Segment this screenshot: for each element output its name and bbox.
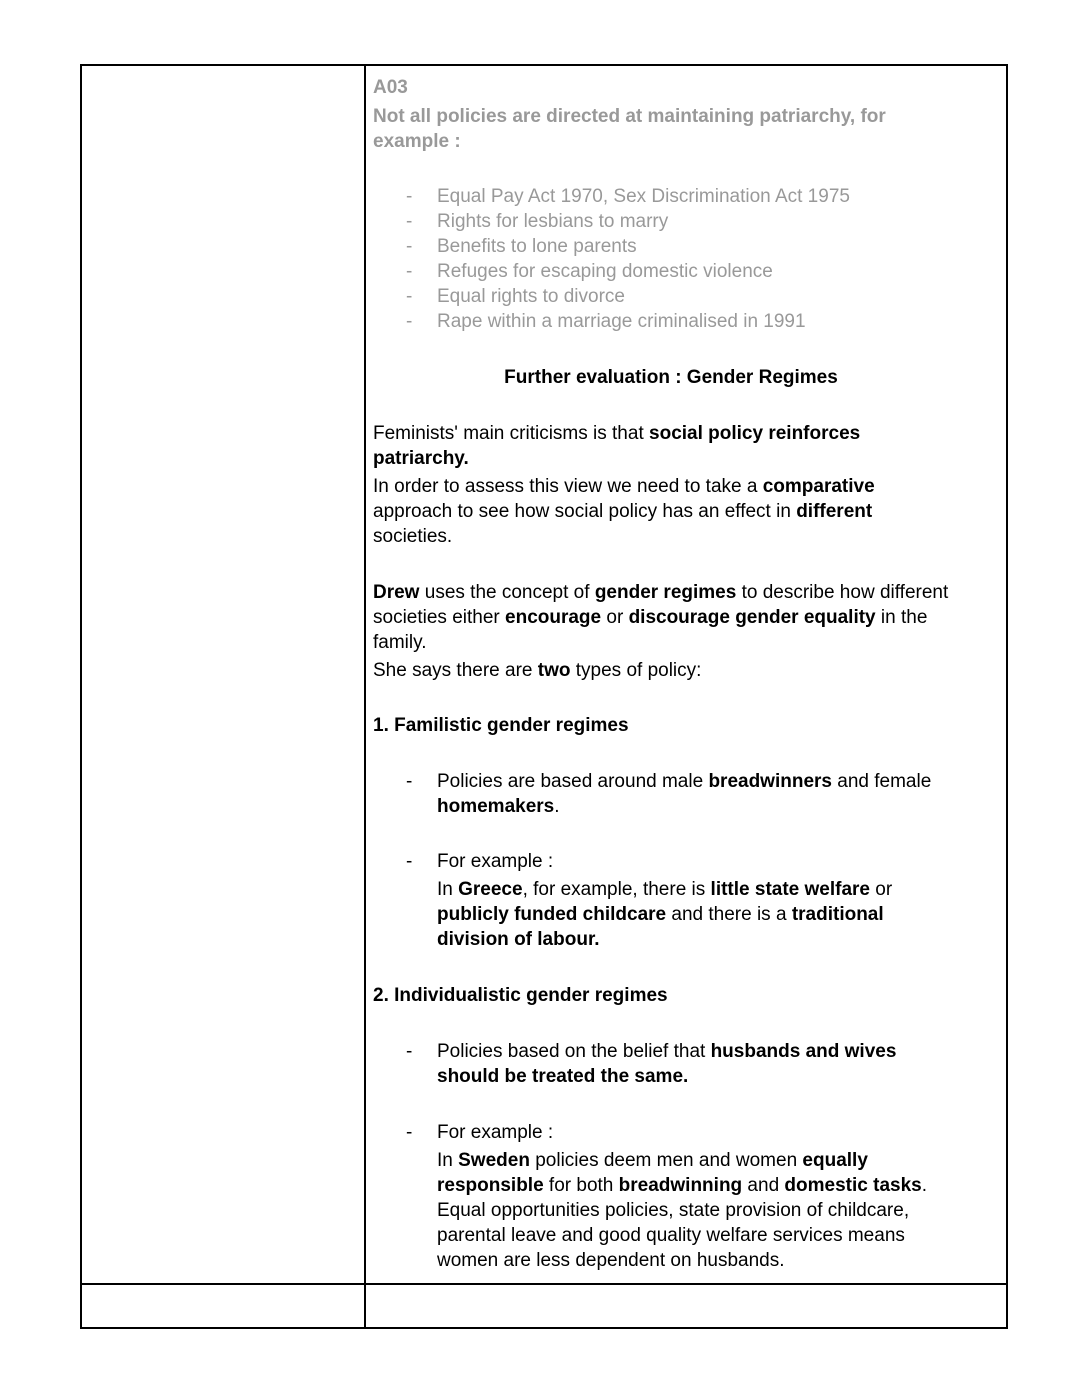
text: or [870, 879, 893, 900]
bullet-item [406, 769, 932, 794]
bullet-item [406, 259, 773, 284]
text: or [601, 607, 629, 628]
text-line [373, 75, 408, 100]
text-line [437, 902, 884, 927]
text-line [373, 605, 927, 630]
bold-text: Drew [373, 582, 420, 603]
text: approach to see how social policy has an effect in [373, 501, 797, 522]
text: Rights for lesbians to marry [437, 211, 669, 232]
text: . [554, 796, 560, 817]
bullet-dash: - [406, 851, 413, 872]
text: Equal opportunities policies, state provision of childcare, [437, 1200, 910, 1221]
section-heading [373, 365, 969, 390]
text: Equal Pay Act 1970, Sex Discrimination Act 1975 [437, 186, 850, 207]
text: For example : [437, 1122, 554, 1143]
bullet-item [406, 184, 850, 209]
text-line [373, 421, 860, 446]
text: uses the concept of [419, 582, 595, 603]
text-line [373, 713, 629, 738]
bold-text: little state welfare [710, 879, 870, 900]
text-line [373, 580, 948, 605]
bold-text: breadwinners [708, 771, 832, 792]
bold-text: encourage [505, 607, 602, 628]
bullet-dash: - [406, 311, 413, 332]
bullet-dash: - [406, 236, 413, 257]
bold-text: responsible [437, 1175, 544, 1196]
bullet-dash: - [406, 1122, 413, 1143]
bold-text: gender regimes [594, 582, 737, 603]
text: societies. [373, 526, 453, 547]
text-line [437, 1248, 785, 1273]
text-line [373, 446, 469, 471]
bold-text: two [537, 660, 571, 681]
text: and there is a [666, 904, 792, 925]
bold-text: publicly funded childcare [437, 904, 667, 925]
bullet-item [406, 849, 554, 874]
text-line [373, 983, 668, 1008]
text-line [437, 1173, 927, 1198]
text: , for example, there is [522, 879, 711, 900]
bold-text: 1. Familistic gender regimes [373, 715, 629, 736]
text-line [373, 658, 701, 683]
text-line [373, 474, 875, 499]
bold-text: Further evaluation : Gender Regimes [504, 367, 838, 388]
bold-text: Sweden [458, 1150, 530, 1171]
text: For example : [437, 851, 554, 872]
text: Feminists' main criticisms is that [373, 423, 650, 444]
text: Rape within a marriage criminalised in 1991 [437, 311, 806, 332]
text-line [437, 1064, 688, 1089]
text: women are less dependent on husbands. [437, 1250, 785, 1271]
bullet-dash: - [406, 211, 413, 232]
text: in the [875, 607, 928, 628]
text: parental leave and good quality welfare services means [437, 1225, 905, 1246]
text: She says there are [373, 660, 538, 681]
text: Refuges for escaping domestic violence [437, 261, 773, 282]
text-line [373, 630, 426, 655]
text: . [921, 1175, 927, 1196]
bold-text: Not all policies are directed at maintaining patriarchy, for [373, 106, 886, 127]
text: Policies are based around male [437, 771, 709, 792]
text-line [437, 1198, 909, 1223]
bold-text: division of labour. [437, 929, 600, 950]
bullet-item [406, 234, 637, 259]
bold-text: Greece [458, 879, 523, 900]
text: societies either [373, 607, 506, 628]
bold-text: traditional [791, 904, 884, 925]
text: and [742, 1175, 785, 1196]
bold-text: A03 [373, 77, 408, 98]
bold-text: 2. Individualistic gender regimes [373, 985, 668, 1006]
bold-text: homemakers [437, 796, 555, 817]
text-line [373, 499, 872, 524]
bold-text: domestic tasks [784, 1175, 922, 1196]
text-line [437, 1148, 868, 1173]
text-line [437, 1223, 905, 1248]
bold-text: should be treated the same. [437, 1066, 689, 1087]
bullet-item [406, 1039, 897, 1064]
row-divider [82, 1283, 1006, 1285]
text-line [437, 877, 892, 902]
text-line [373, 104, 886, 129]
bullet-dash: - [406, 286, 413, 307]
text-line [373, 524, 452, 549]
text: In order to assess this view we need to take a [373, 476, 763, 497]
text-line [437, 927, 600, 952]
bullet-item [406, 284, 625, 309]
text: and female [831, 771, 932, 792]
text: Policies based on the belief that [437, 1041, 711, 1062]
bullet-dash: - [406, 771, 413, 792]
bold-text: husbands and wives [710, 1041, 897, 1062]
bullet-dash: - [406, 186, 413, 207]
bold-text: different [796, 501, 873, 522]
bold-text: patriarchy. [373, 448, 469, 469]
bullet-item [406, 1120, 554, 1145]
bullet-dash: - [406, 1041, 413, 1062]
bold-text: breadwinning [618, 1175, 743, 1196]
bold-text: discourage gender equality [628, 607, 876, 628]
text: for both [543, 1175, 619, 1196]
text-line [437, 794, 560, 819]
text: Equal rights to divorce [437, 286, 625, 307]
column-divider [364, 66, 366, 1327]
text: In [437, 879, 459, 900]
bullet-dash: - [406, 261, 413, 282]
text: family. [373, 632, 427, 653]
bold-text: comparative [762, 476, 875, 497]
bullet-item [406, 309, 806, 334]
text: Benefits to lone parents [437, 236, 637, 257]
bold-text: equally [802, 1150, 868, 1171]
text: to describe how different [736, 582, 949, 603]
text: policies deem men and women [529, 1150, 803, 1171]
text: In [437, 1150, 459, 1171]
bold-text: social policy reinforces [649, 423, 861, 444]
bold-text: example : [373, 131, 461, 152]
bullet-item [406, 209, 669, 234]
text-line [373, 129, 461, 154]
text: types of policy: [570, 660, 702, 681]
